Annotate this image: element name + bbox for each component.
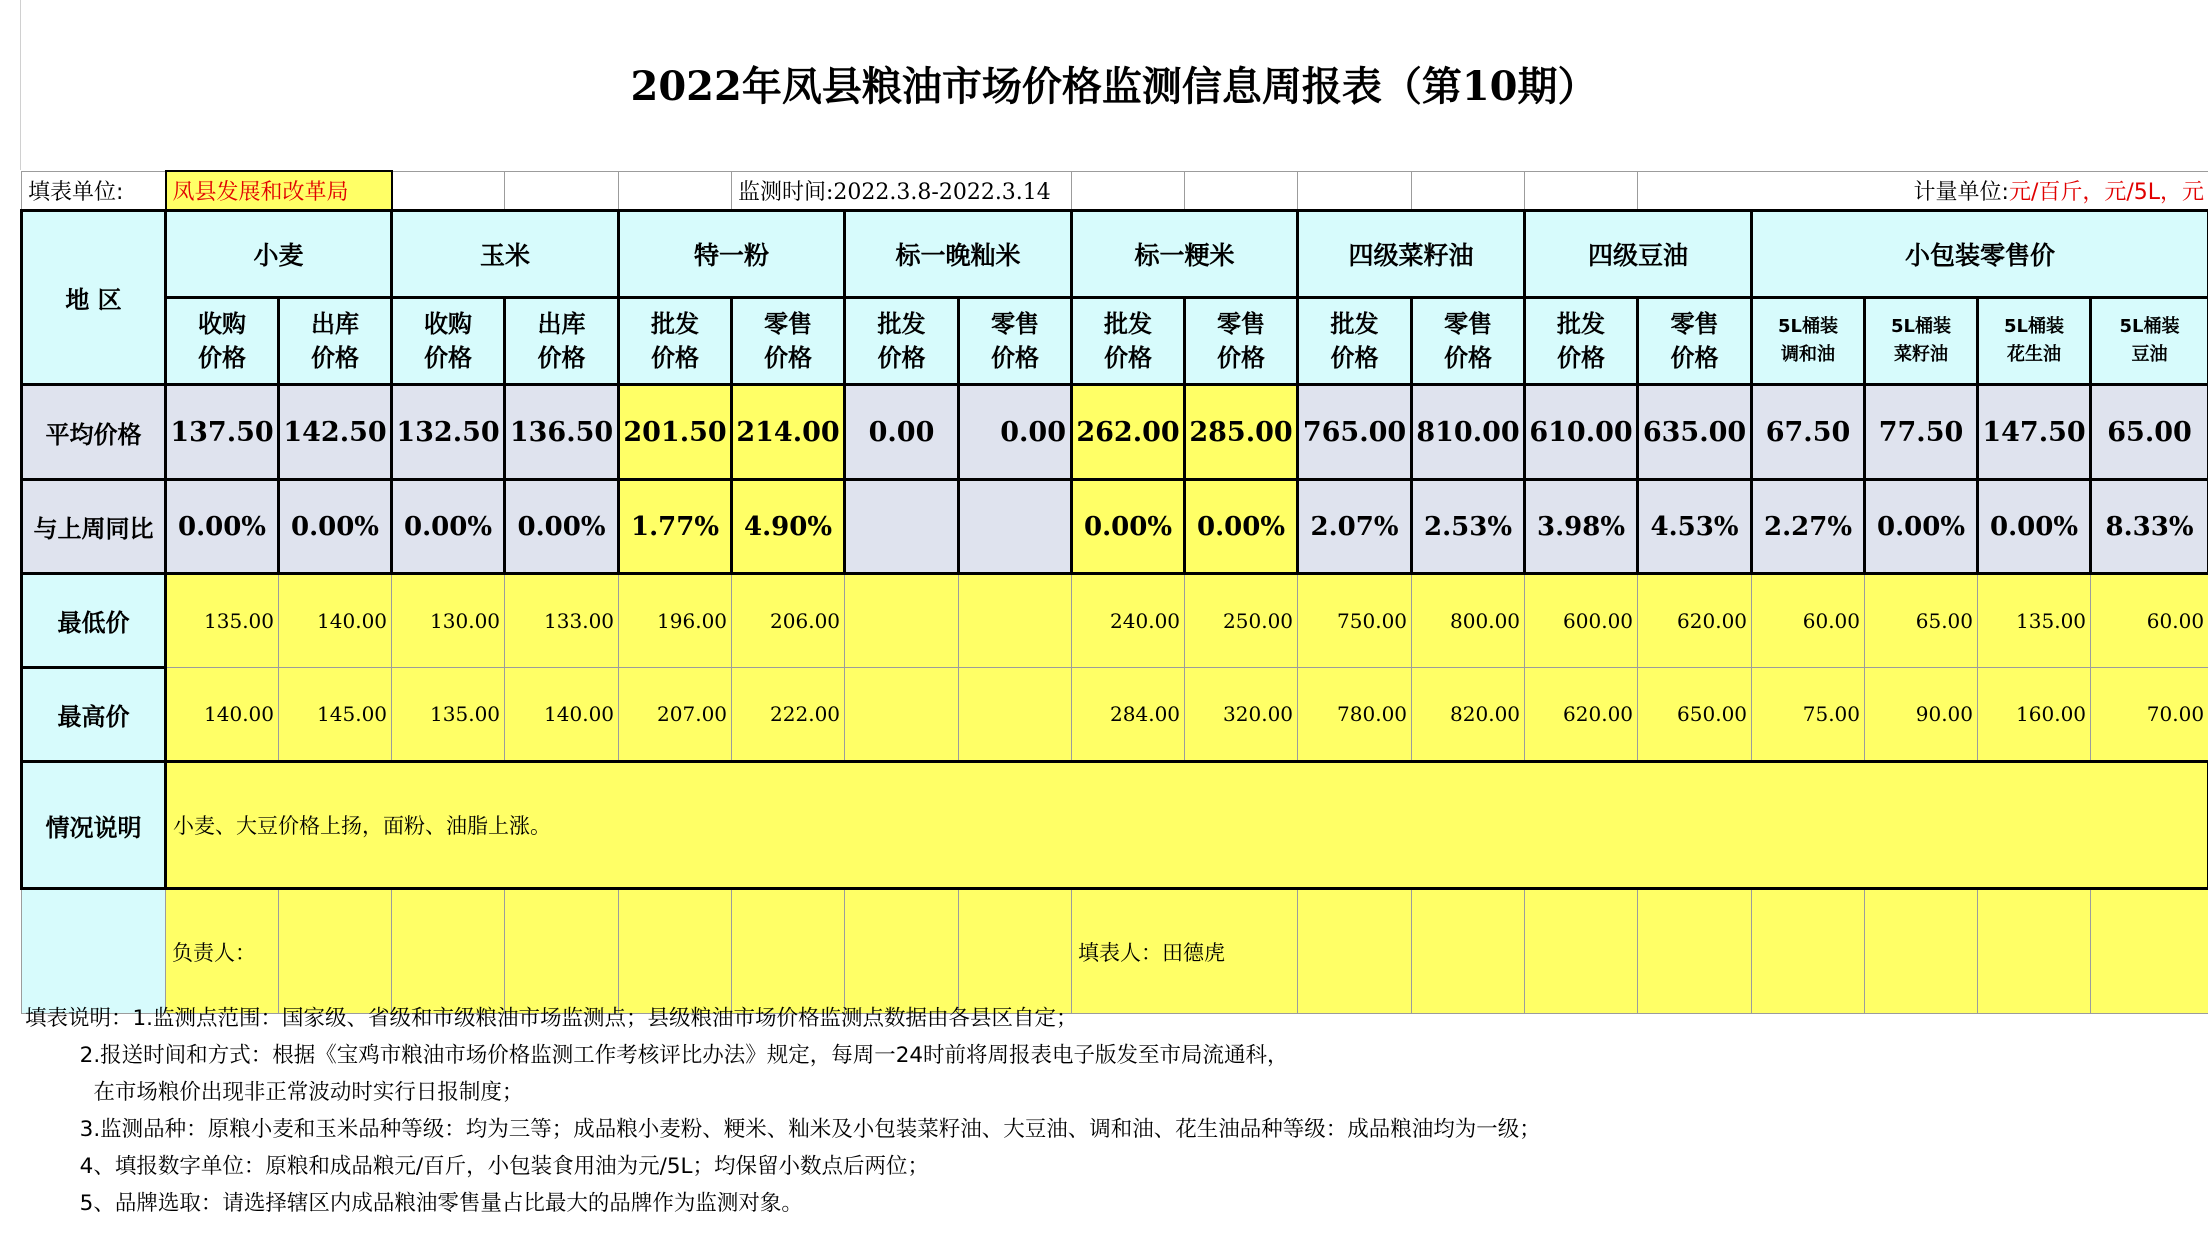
table-cell[interactable]: 610.00	[1525, 385, 1638, 480]
subheader-cell: 零售 价格	[959, 298, 1072, 385]
category-small-package: 小包装零售价	[1752, 211, 2208, 298]
table-cell[interactable]: 0.00%	[1978, 480, 2091, 574]
table-cell[interactable]: 285.00	[1185, 385, 1298, 480]
table-cell[interactable]: 284.00	[1072, 668, 1185, 762]
table-cell[interactable]: 262.00	[1072, 385, 1185, 480]
cell[interactable]	[845, 889, 959, 1014]
cell[interactable]	[1412, 889, 1525, 1014]
row-label-remarks: 情况说明	[22, 762, 166, 889]
table-row-remarks	[22, 762, 2208, 889]
table-cell[interactable]: 77.50	[1865, 385, 1978, 480]
subheader-cell: 5L桶装 调和油	[1752, 298, 1865, 385]
table-cell[interactable]: 90.00	[1865, 668, 1978, 762]
filling-instructions	[25, 1000, 1541, 1222]
cell[interactable]	[1298, 171, 1412, 211]
cell[interactable]	[1752, 889, 1865, 1014]
table-cell[interactable]: 60.00	[2091, 574, 2208, 668]
measure-unit-label: 计量单位:	[1913, 179, 2009, 205]
cell[interactable]	[1525, 171, 1638, 211]
table-cell[interactable]: 780.00	[1298, 668, 1412, 762]
table-cell[interactable]: 0.00%	[392, 480, 505, 574]
subheader-cell: 零售 价格	[732, 298, 845, 385]
table-cell[interactable]	[959, 574, 1072, 668]
table-cell[interactable]: 0.00%	[166, 480, 279, 574]
table-cell[interactable]: 0.00%	[505, 480, 619, 574]
subheader-cell: 批发 价格	[1298, 298, 1412, 385]
price-report-table	[20, 170, 2208, 1014]
table-cell[interactable]: 0.00%	[1865, 480, 1978, 574]
cell[interactable]	[619, 171, 732, 211]
subheader-cell: 批发 价格	[1525, 298, 1638, 385]
cell[interactable]	[732, 889, 845, 1014]
instruction-line: 4、填报数字单位：原粮和成品粮元/百斤，小包装食用油为元/5L；均保留小数点后两位；	[25, 1154, 930, 1179]
table-row-min	[22, 574, 2208, 668]
row-label-average: 平均价格	[22, 385, 166, 480]
category-late-indica-rice: 标一晚籼米	[845, 211, 1072, 298]
spreadsheet	[20, 0, 2208, 1242]
table-cell[interactable]: 810.00	[1412, 385, 1525, 480]
table-cell[interactable]: 214.00	[732, 385, 845, 480]
table-cell[interactable]: 201.50	[619, 385, 732, 480]
cell[interactable]	[1185, 171, 1298, 211]
table-cell[interactable]	[845, 574, 959, 668]
cell[interactable]	[1525, 889, 1638, 1014]
cell[interactable]	[1072, 171, 1185, 211]
table-cell[interactable]: 196.00	[619, 574, 732, 668]
table-row-signatures	[22, 889, 2208, 1014]
table-cell[interactable]	[845, 480, 959, 574]
table-cell[interactable]: 136.50	[505, 385, 619, 480]
category-rapeseed-oil: 四级菜籽油	[1298, 211, 1525, 298]
cell[interactable]	[1978, 889, 2091, 1014]
table-cell[interactable]: 0.00	[959, 385, 1072, 480]
cell[interactable]	[505, 889, 619, 1014]
cell[interactable]	[279, 889, 392, 1014]
table-cell[interactable]: 8.33%	[2091, 480, 2208, 574]
table-cell[interactable]: 65.00	[2091, 385, 2208, 480]
table-cell[interactable]: 140.00	[505, 668, 619, 762]
table-cell[interactable]: 65.00	[1865, 574, 1978, 668]
instruction-line: 5、品牌选取：请选择辖区内成品粮油零售量占比最大的品牌作为监测对象。	[25, 1191, 803, 1216]
table-cell[interactable]: 2.53%	[1412, 480, 1525, 574]
category-soybean-oil: 四级豆油	[1525, 211, 1752, 298]
instruction-line: 3.监测品种：原粮小麦和玉米品种等级：均为三等；成品粮小麦粉、粳米、籼米及小包装菜籽油、大豆油、调和油、花生油品种等级：成品粮油均为一级；	[25, 1117, 1541, 1142]
table-cell[interactable]: 4.90%	[732, 480, 845, 574]
row-label-min: 最低价	[22, 574, 166, 668]
filler-label[interactable]: 填表人：田德虎	[1072, 889, 1298, 1014]
cell[interactable]	[392, 171, 505, 211]
cell[interactable]	[505, 171, 619, 211]
table-cell[interactable]: 635.00	[1638, 385, 1752, 480]
fill-unit-label: 填表单位:	[22, 171, 166, 211]
category-japonica-rice: 标一粳米	[1072, 211, 1298, 298]
table-cell[interactable]: 133.00	[505, 574, 619, 668]
cell[interactable]	[959, 889, 1072, 1014]
table-cell[interactable]	[959, 480, 1072, 574]
subheader-row	[22, 298, 2208, 385]
table-cell[interactable]: 4.53%	[1638, 480, 1752, 574]
table-cell[interactable]: 0.00	[845, 385, 959, 480]
table-cell[interactable]: 800.00	[1412, 574, 1525, 668]
subheader-cell: 5L桶装 豆油	[2091, 298, 2208, 385]
table-row-week-compare	[22, 480, 2208, 574]
table-cell[interactable]: 2.07%	[1298, 480, 1412, 574]
table-cell[interactable]	[959, 668, 1072, 762]
table-cell[interactable]: 135.00	[166, 574, 279, 668]
subheader-cell: 批发 价格	[1072, 298, 1185, 385]
table-cell[interactable]: 60.00	[1752, 574, 1865, 668]
fill-unit-value[interactable]: 凤县发展和改革局	[166, 171, 392, 211]
table-cell[interactable]: 0.00%	[279, 480, 392, 574]
instruction-line: 在市场粮价出现非正常波动时实行日报制度；	[25, 1080, 524, 1105]
table-cell[interactable]: 650.00	[1638, 668, 1752, 762]
row-label-max: 最高价	[22, 668, 166, 762]
table-cell[interactable]: 765.00	[1298, 385, 1412, 480]
subheader-cell: 5L桶装 菜籽油	[1865, 298, 1978, 385]
table-cell[interactable]: 132.50	[392, 385, 505, 480]
region-header: 地 区	[22, 211, 166, 385]
table-cell[interactable]: 620.00	[1638, 574, 1752, 668]
table-cell[interactable]: 222.00	[732, 668, 845, 762]
table-cell[interactable]: 135.00	[392, 668, 505, 762]
table-cell[interactable]: 160.00	[1978, 668, 2091, 762]
table-cell[interactable]: 137.50	[166, 385, 279, 480]
table-cell[interactable]: 75.00	[1752, 668, 1865, 762]
cell[interactable]	[619, 889, 732, 1014]
subheader-cell: 零售 价格	[1185, 298, 1298, 385]
page-title: 2022年凤县粮油市场价格监测信息周报表（第10期）	[630, 63, 1598, 110]
row-label-week-compare: 与上周同比	[22, 480, 166, 574]
subheader-cell: 批发 价格	[619, 298, 732, 385]
table-cell[interactable]: 820.00	[1412, 668, 1525, 762]
table-cell[interactable]: 142.50	[279, 385, 392, 480]
table-cell[interactable]: 130.00	[392, 574, 505, 668]
table-cell[interactable]: 135.00	[1978, 574, 2091, 668]
cell[interactable]	[22, 889, 166, 1014]
subheader-cell: 5L桶装 花生油	[1978, 298, 2091, 385]
cell[interactable]	[392, 889, 505, 1014]
cell[interactable]	[1865, 889, 1978, 1014]
category-wheat: 小麦	[166, 211, 392, 298]
cell[interactable]	[1412, 171, 1525, 211]
subheader-cell: 零售 价格	[1638, 298, 1752, 385]
table-cell[interactable]: 206.00	[732, 574, 845, 668]
instruction-line: 填表说明：1.监测点范围：国家级、省级和市级粮油市场监测点；县级粮油市场价格监测点数据由各县区自定；	[25, 1006, 1078, 1031]
subheader-cell: 批发 价格	[845, 298, 959, 385]
table-cell[interactable]: 207.00	[619, 668, 732, 762]
table-cell[interactable]: 140.00	[166, 668, 279, 762]
cell[interactable]	[1298, 889, 1412, 1014]
category-header-row	[22, 211, 2208, 298]
responsible-label[interactable]: 负责人：	[166, 889, 279, 1014]
table-cell[interactable]: 750.00	[1298, 574, 1412, 668]
monitor-time: 监测时间:2022.3.8-2022.3.14	[732, 171, 1072, 211]
remarks-text[interactable]: 小麦、大豆价格上扬，面粉、油脂上涨。	[166, 762, 2208, 889]
table-cell[interactable]: 600.00	[1525, 574, 1638, 668]
table-cell[interactable]: 147.50	[1978, 385, 2091, 480]
table-cell[interactable]: 0.00%	[1072, 480, 1185, 574]
measure-unit-value: 元/百斤，元/5L，元	[2008, 179, 2205, 205]
category-premium-flour: 特一粉	[619, 211, 845, 298]
cell[interactable]	[2091, 889, 2208, 1014]
table-cell[interactable]: 140.00	[279, 574, 392, 668]
table-row-max	[22, 668, 2208, 762]
header-info-row	[22, 171, 2208, 211]
category-corn: 玉米	[392, 211, 619, 298]
table-cell[interactable]: 145.00	[279, 668, 392, 762]
table-cell[interactable]: 3.98%	[1525, 480, 1638, 574]
table-cell[interactable]: 0.00%	[1185, 480, 1298, 574]
cell[interactable]	[1638, 889, 1752, 1014]
subheader-cell: 收购 价格	[392, 298, 505, 385]
table-cell[interactable]: 250.00	[1185, 574, 1298, 668]
table-cell[interactable]: 67.50	[1752, 385, 1865, 480]
instruction-line: 2.报送时间和方式：根据《宝鸡市粮油市场价格监测工作考核评比办法》规定，每周一24时前将周报表电子版发至市局流通科，	[25, 1043, 1289, 1068]
subheader-cell: 出库 价格	[505, 298, 619, 385]
table-cell[interactable]: 1.77%	[619, 480, 732, 574]
table-cell[interactable]: 320.00	[1185, 668, 1298, 762]
table-row-average	[22, 385, 2208, 480]
subheader-cell: 出库 价格	[279, 298, 392, 385]
measure-unit	[1638, 171, 2208, 211]
table-cell[interactable]: 240.00	[1072, 574, 1185, 668]
table-cell[interactable]	[845, 668, 959, 762]
table-cell[interactable]: 70.00	[2091, 668, 2208, 762]
subheader-cell: 零售 价格	[1412, 298, 1525, 385]
table-cell[interactable]: 620.00	[1525, 668, 1638, 762]
table-cell[interactable]: 2.27%	[1752, 480, 1865, 574]
subheader-cell: 收购 价格	[166, 298, 279, 385]
